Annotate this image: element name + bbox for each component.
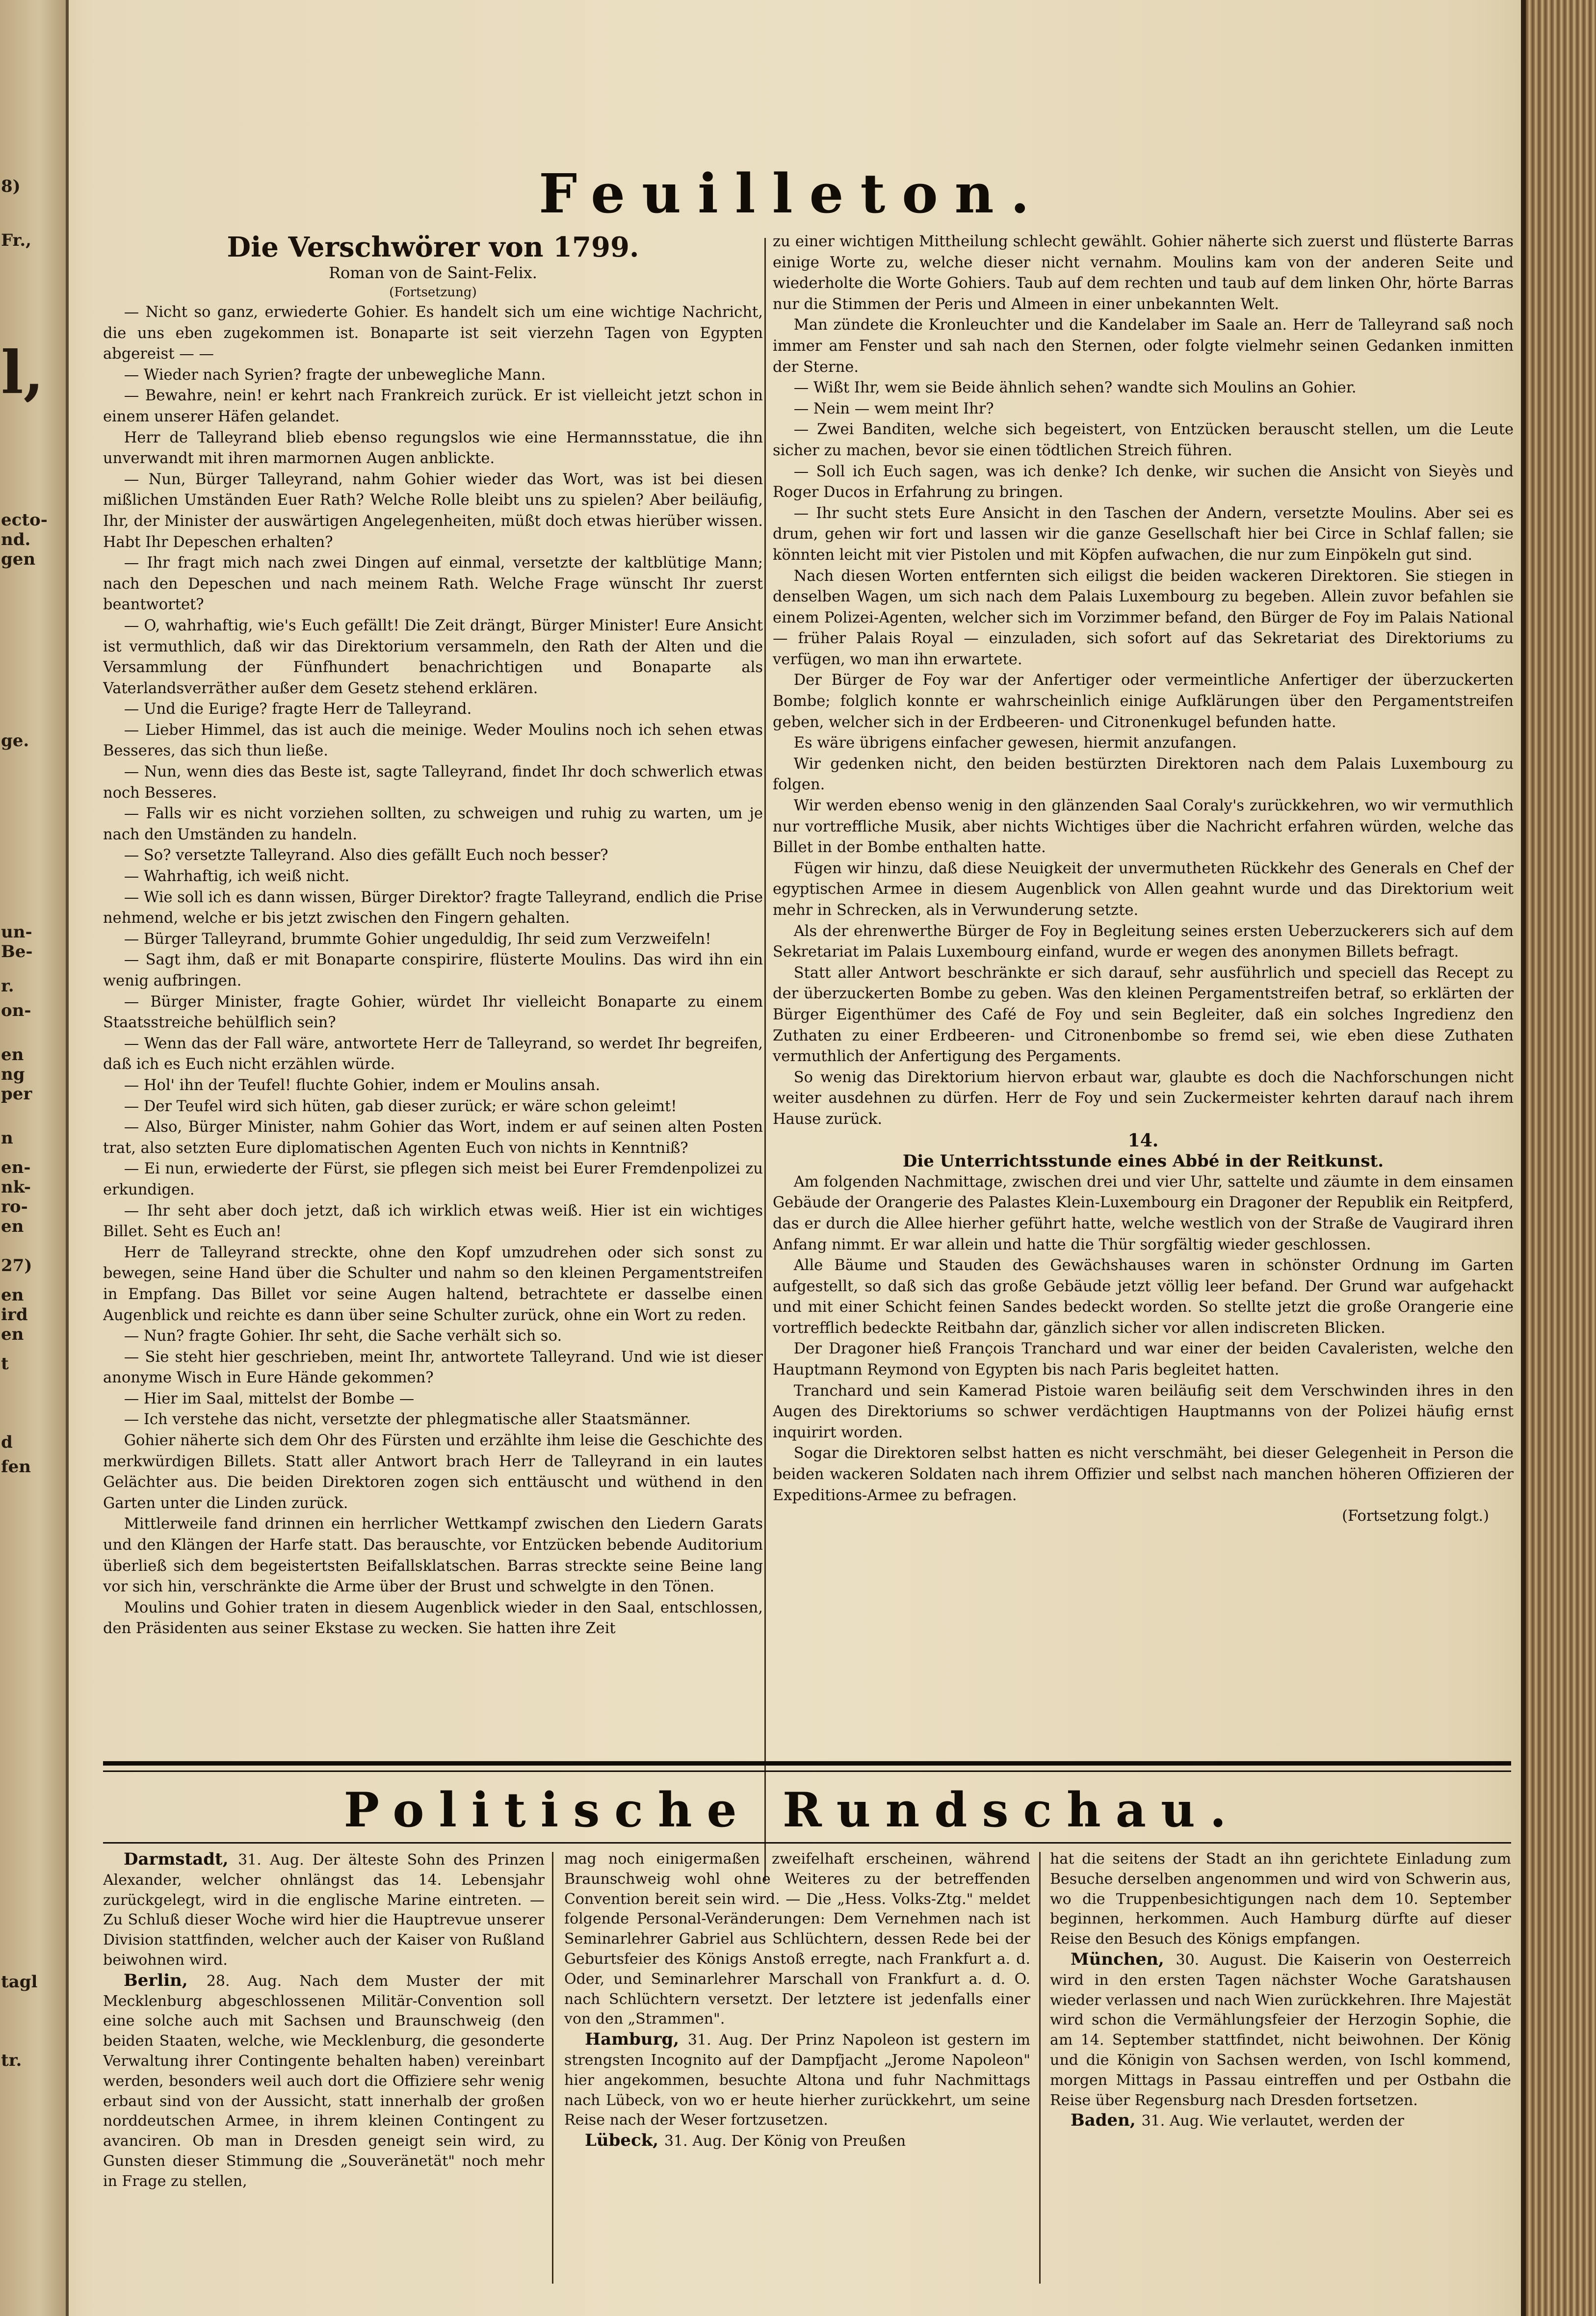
facing-page-fragment: gen <box>1 549 36 569</box>
column-divider <box>764 238 766 1881</box>
news-dateline: Hamburg, <box>585 2030 688 2050</box>
news-dateline: Darmstadt, <box>124 1849 238 1869</box>
left-page-gutter <box>0 0 69 2316</box>
news-dateline: Baden, <box>1071 2110 1142 2131</box>
chapter-paragraph: Am folgenden Nachmittage, zwischen drei und vier Uhr, sattelte und zäumte in dem einsamen Gebäude der Orangerie des Palastes Klein-Luxembourg ein Dragoner der Republik ein Reitpferd, das er durch die Allee hierher geführt hatte, welche westlich von der Straße de Vaugirard ihren Anfang nimmt. Er war allein und hatte die Thür sorgfältig wieder geschlossen. <box>773 1173 1514 1253</box>
facing-page-fragment: r. <box>1 976 14 996</box>
novel-paragraph: — Falls wir es nicht vorziehen sollten, zu schweigen und ruhig zu warten, um je nach den Umständen zu handeln. <box>103 805 763 843</box>
continuation-note: (Fortsetzung) <box>389 285 477 300</box>
facing-page-fragment: ro- <box>1 1197 28 1217</box>
facing-page-fragment: 8) <box>1 177 21 196</box>
feuilleton-column-left <box>103 232 763 1880</box>
novel-paragraph: — Und die Eurige? fragte Herr de Talleyrand. <box>124 701 472 718</box>
facing-page-fragment: 27) <box>1 1256 32 1275</box>
news-column-2 <box>564 1849 1030 2286</box>
novel-paragraph: So wenig das Direktorium hiervon erbaut war, glaubte es doch die Nachforschungen nicht weiter ausdehnen zu dürfen. Herr de Foy und sein Zuckermeister kehrten darauf nach ihrem Hause zurück. <box>773 1068 1514 1128</box>
rundschau-heading: Politische Rundschau. <box>343 1782 1241 1838</box>
novel-paragraph: — Der Teufel wird sich hüten, gab dieser zurück; er wäre schon geleimt! <box>124 1097 677 1115</box>
novel-paragraph: Als der ehrenwerthe Bürger de Foy in Begleitung seines ersten Ueberzuckerers sich auf dem Sekretariat im Palais Luxembourg einfand, wurde er wegen des anonymen Billets befragt. <box>773 922 1514 961</box>
facing-page-fragment: Fr., <box>1 231 32 250</box>
novel-paragraph: — Also, Bürger Minister, nahm Gohier das Wort, indem er auf seinen alten Posten trat, also setzten Eure diplomatischen Agenten Euch von nichts in Kenntniß? <box>103 1119 763 1157</box>
novel-paragraph: Wir gedenken nicht, den beiden bestürzten Direktoren nach dem Palais Luxembourg zu folgen. <box>773 755 1514 794</box>
novel-paragraph: — Nein — wem meint Ihr? <box>793 400 994 417</box>
news-item: Darmstadt, 31. Aug. Der älteste Sohn des Prinzen Alexander, welcher ohnlängst das 14. Lebensjahr zurückgelegt, wird in die englische Marine eintreten. — Zu Schluß dieser Woche wird hier die Hauptrevue unserer Division stattfinden, welcher auch der Kaiser von Rußland beiwohnen wird. <box>103 1849 545 1969</box>
facing-page-fragment: n <box>1 1128 13 1148</box>
chapter-paragraphs <box>773 1172 1514 1507</box>
facing-page-fragment: ird <box>1 1305 28 1325</box>
facing-page-fragment: on- <box>1 1001 31 1020</box>
chapter-title: Die Unterrichtsstunde eines Abbé in der Reitkunst. <box>902 1151 1384 1171</box>
novel-paragraph: — Nicht so ganz, erwiederte Gohier. Es handelt sich um eine wichtige Nachricht, die uns eben zugekommen ist. Bonaparte ist seit vierzehn Tagen von Egypten abgereist — — <box>103 304 763 363</box>
column-divider <box>1039 1852 1041 2284</box>
facing-page-fragment: un- <box>1 922 32 942</box>
facing-page-fragment: en- <box>1 1158 31 1177</box>
novel-paragraph: — Ihr fragt mich nach zwei Dingen auf einmal, versetzte der kaltblütige Mann; nach den Depeschen und nach meinem Rath. Welche Frage wünscht Ihr zuerst beantwortet? <box>103 554 763 614</box>
novel-paragraph: — Ei nun, erwiederte der Fürst, sie pflegen sich meist bei Eurer Fremdenpolizei zu erkundigen. <box>103 1160 763 1198</box>
novel-paragraph: — Wahrhaftig, ich weiß nicht. <box>124 868 350 885</box>
news-item: Berlin, 28. Aug. Nach dem Muster der mit Mecklenburg abgeschlossenen Militär-Convention soll eine solche auch mit Sachsen und Braunschweig (den beiden Staaten, welche, wie Mecklenburg, die gesonderte Verwaltung ihrer Contingente behalten haben) vereinbart werden, besonders weil auch dort die Offiziere sehr wenig erbaut sind von der Aussicht, statt innerhalb der großen norddeutschen Armee, in ihrem kleinen Contingent zu avanciren. Ob man in Dresden geneigt sein wird, zu Gunsten dieser Stimmung die „Souveränetät" noch mehr in Frage zu stellen, <box>103 1970 545 2190</box>
novel-paragraph: Der Bürger de Foy war der Anfertiger oder vermeintliche Anfertiger der überzuckerten Bombe; folglich konnte er wahrscheinlich einige Aufklärungen über den Pergamentstreifen geben, welcher sich in der Erdbeeren- und Citronenkugel befunden hatte. <box>773 672 1514 731</box>
news-dateline: München, <box>1071 1949 1176 1969</box>
novel-paragraph: Herr de Talleyrand blieb ebenso regungslos wie eine Hermannsstatue, die ihn unverwandt mit ihren marmornen Augen anblickte. <box>103 429 763 468</box>
novel-paragraph: — O, wahrhaftig, wie's Euch gefällt! Die Zeit drängt, Bürger Minister! Eure Ansicht ist vermuthlich, daß wir das Direktorium versammeln, den Rath der Alten und die Versammlung der Fünfhundert benachrichtigen und Bonaparte als Vaterlandsverräther außer dem Gesetz stehend erklären. <box>103 617 763 697</box>
news-column-1 <box>103 1849 545 2286</box>
novel-paragraph: — Sagt ihm, daß er mit Bonaparte conspirire, flüsterte Moulins. Das wird ihn ein wenig aufbringen. <box>103 951 763 989</box>
facing-page-fragment: ng <box>1 1065 25 1084</box>
facing-page-fragment: tagl <box>1 1972 38 1992</box>
news-item: mag noch einigermaßen zweifelhaft erscheinen, während Braunschweig wohl ohne Weiteres zu der betreffenden Convention bereit sein wird. — Die „Hess. Volks-Ztg." meldet folgende Personal-Veränderungen: Dem Vernehmen nach ist Seminarlehrer Gabriel aus Schlüchtern, dessen Rede bei der Geburtsfeier des Königs Anstoß erregte, nach Frankfurt a. d. Oder, und Seminarlehrer Marschall von Frankfurt a. d. O. nach Schlüchtern versetzt. Der letztere ist jedenfalls einer von den „Strammen". <box>564 1850 1030 2028</box>
novel-paragraph: — Zwei Banditen, welche sich begeistert, von Entzücken berauscht stellen, um die Leute sicher zu machen, bevor sie einen tödtlichen Streich führen. <box>773 421 1514 459</box>
facing-page-fragment: d <box>1 1432 13 1452</box>
news-dateline: Lübeck, <box>585 2131 664 2151</box>
novel-paragraph: — Wenn das der Fall wäre, antwortete Herr de Talleyrand, so werdet Ihr begreifen, daß ich es Euch nicht erzählen würde. <box>103 1035 763 1073</box>
novel-paragraph: Gohier näherte sich dem Ohr des Fürsten und erzählte ihm leise die Geschichte des merkwürdigen Billets. Statt aller Antwort brach Herr de Talleyrand in ein lautes Gelächter aus. Die beiden Direktoren zogen sich enttäuscht und wüthend in den Garten unter die Linden zurück. <box>103 1432 763 1512</box>
novel-paragraph: — Sie steht hier geschrieben, meint Ihr, antwortete Talleyrand. Und wie ist dieser anonyme Wisch in Eure Hände gekommen? <box>103 1348 763 1387</box>
novel-paragraph: — Nun? fragte Gohier. Ihr seht, die Sache verhält sich so. <box>124 1327 562 1345</box>
novel-paragraph: Mittlerweile fand drinnen ein herrlicher Wettkampf zwischen den Liedern Garats und den Klängen der Harfe statt. Das berauschte, vor Entzücken bebende Auditorium überließ sich dem begeistertsten Beifallsklatschen. Barras streckte seine Beine lang vor sich hin, verschränkte die Arme über der Brust und schwelgte in den Tönen. <box>103 1515 763 1596</box>
novel-paragraph: Moulins und Gohier traten in diesem Augenblick wieder in den Saal, entschlossen, den Präsidenten aus seiner Ekstase zu wecken. Sie hatten ihre Zeit <box>103 1599 763 1638</box>
novel-paragraph: — Bewahre, nein! er kehrt nach Frankreich zurück. Er ist vielleicht jetzt schon in einem unserer Häfen gelandet. <box>103 387 763 425</box>
novel-paragraph: — Ich verstehe das nicht, versetzte der phlegmatische aller Staatsmänner. <box>124 1411 691 1429</box>
facing-page-fragment: nd. <box>1 530 31 549</box>
to-be-continued: (Fortsetzung folgt.) <box>1342 1508 1489 1525</box>
heading-rule <box>103 1842 1511 1844</box>
feuilleton-column-right <box>773 232 1514 1880</box>
facing-page-fragment: per <box>1 1084 32 1104</box>
facing-page-fragment: ecto- <box>1 510 48 530</box>
left-paragraphs <box>103 302 763 1639</box>
novel-paragraph: — Lieber Himmel, das ist auch die meinige. Weder Moulins noch ich sehen etwas Besseres, das sich thun ließe. <box>103 721 763 760</box>
chapter-paragraph: Alle Bäume und Stauden des Gewächshauses waren in schönster Ordnung im Garten aufgestellt, so daß sich das große Gebäude jetzt völlig leer befand. Der Grund war aufgehackt und mit einer Schicht feinen Sandes bedeckt worden. So stellte jetzt die große Orangerie eine vortrefflich bedeckte Reitbahn dar, gänzlich sicher vor allen indiscreten Blicken. <box>773 1257 1514 1337</box>
section-divider <box>103 1761 1511 1772</box>
novel-paragraph: — Nun, Bürger Talleyrand, nahm Gohier wieder das Wort, was ist bei diesen mißlichen Umständen Euer Rath? Welche Rolle bleibt uns zu spielen? Aber beiläufig, Ihr, der Minister der auswärtigen Angelegenheiten, müßt doch etwas hierüber wissen. Habt Ihr Depeschen erhalten? <box>103 470 763 551</box>
facing-page-fragment: tr. <box>1 2051 22 2070</box>
facing-page-fragment: en <box>1 1217 24 1236</box>
news-item: Lübeck, 31. Aug. Der König von Preußen <box>585 2131 906 2151</box>
novel-title: Die Verschwörer von 1799. <box>227 232 639 263</box>
facing-page-fragment: fen <box>1 1457 31 1477</box>
facing-page-fragment: en <box>1 1325 24 1344</box>
news-item: hat die seitens der Stadt an ihn gerichtete Einladung zum Besuche derselben angenommen und wird von Schwerin aus, wo die Truppenbesichtigungen nach dem 10. September beginnen, herkommen. Auch Hamburg dürfte auf dieser Reise den Besuch des Königs empfangen. <box>1050 1850 1511 1948</box>
novel-author: Roman von de Saint-Felix. <box>329 263 537 282</box>
news-dateline: Berlin, <box>124 1970 207 1990</box>
chapter-number: 14. <box>1127 1130 1159 1151</box>
chapter-paragraph: Der Dragoner hieß François Tranchard und war einer der beiden Cavaleristen, welche den Hauptmann Reymond von Egypten bis nach Paris begleitet hatten. <box>773 1340 1514 1379</box>
novel-paragraph: — Bürger Talleyrand, brummte Gohier ungeduldig, Ihr seid zum Verzweifeln! <box>124 930 711 948</box>
news-column-3 <box>1050 1849 1511 2286</box>
novel-paragraph: — Bürger Minister, fragte Gohier, würdet Ihr vielleicht Bonaparte zu einem Staatsstreiche behülflich sein? <box>103 993 763 1032</box>
news-item: Baden, 31. Aug. Wie verlautet, werden der <box>1071 2110 1404 2131</box>
book-binding-edge <box>1521 0 1596 2316</box>
novel-paragraph: — Nun, wenn dies das Beste ist, sagte Talleyrand, findet Ihr doch schwerlich etwas noch Besseres. <box>103 763 763 802</box>
novel-paragraph: — So? versetzte Talleyrand. Also dies gefällt Euch noch besser? <box>124 847 608 864</box>
novel-paragraph: — Wißt Ihr, wem sie Beide ähnlich sehen? wandte sich Moulins an Gohier. <box>793 379 1357 397</box>
facing-page-fragment: ge. <box>1 731 29 751</box>
novel-paragraph: — Wie soll ich es dann wissen, Bürger Direktor? fragte Talleyrand, endlich die Prise nehmend, welche er bis jetzt zwischen den Fingern gehalten. <box>103 888 763 927</box>
newspaper-page <box>74 123 1514 2291</box>
novel-paragraph: zu einer wichtigen Mittheilung schlecht gewählt. Gohier näherte sich zuerst und flüsterte Barras einige Worte zu, welche dieser nicht vernahm. Moulins kam von der anderen Seite und wiederholte die Worte Gohiers. Taub auf dem rechten und taub auf dem linken Ohr, hörte Barras nur die Stimmen der Peris und Almeen in einer unbekannten Welt. <box>773 233 1514 313</box>
novel-paragraph: Nach diesen Worten entfernten sich eiligst die beiden wackeren Direktoren. Sie stiegen in denselben Wagen, um sich nach dem Palais Luxembourg zu begeben. Allein zuvor befahlen sie einem Polizei-Agenten, welcher sich im Vorzimmer befand, den Bürger de Foy im Palais National — früher Palais Royal — einzuladen, sich sofort auf das Sekretariat des Direktoriums zu verfügen, wo man ihn erwartete. <box>773 567 1514 668</box>
facing-page-fragment: en <box>1 1285 24 1305</box>
novel-paragraph: Man zündete die Kronleuchter und die Kandelaber im Saale an. Herr de Talleyrand saß noch immer am Fenster und sah nach den Sternen, oder folgte vielmehr seinen Gedanken inmitten der Sterne. <box>773 316 1514 376</box>
feuilleton-heading: Feuilleton. <box>539 162 1046 225</box>
novel-paragraph: — Ihr sucht stets Eure Ansicht in den Taschen der Andern, versetzte Moulins. Aber sei es drum, gehen wir fort und lassen wir die ganze Gesellschaft hier bei Circe in Schlaf fallen; sie könnten leicht mit vier Pistolen und mit Köpfen aufwachen, die nur zum Einpökeln gut sind. <box>773 504 1514 564</box>
novel-paragraph: — Soll ich Euch sagen, was ich denke? Ich denke, wir suchen die Ansicht von Sieyès und Roger Ducos in Erfahrung zu bringen. <box>773 463 1514 501</box>
chapter-paragraph: Tranchard und sein Kamerad Pistoie waren beiläufig seit dem Verschwinden ihres in den Augen des Direktoriums so schwer verdächtigen Hauptmanns von der Polizei häufig ernst inquirirt worden. <box>773 1382 1514 1441</box>
news-item: München, 30. August. Die Kaiserin von Oesterreich wird in den ersten Tagen nächster Woche Garatshausen wieder verlassen und nach Wien zurückkehren. Ihre Majestät wird schon die Vermählungsfeier der Herzogin Sophie, die am 14. September stattfindet, nicht beiwohnen. Der König und die Königin von Sachsen werden, von Ischl kommend, morgen Mittags in Passau eintreffen und per Ostbahn die Reise über Regensburg nach Dresden fortsetzen. <box>1050 1949 1511 2109</box>
novel-paragraph: Fügen wir hinzu, daß diese Neuigkeit der unvermutheten Rückkehr des Generals en Chef der egyptischen Armee in diesem Augenblick von Allen geahnt wurde und das Direktorium weit mehr in Schrecken, als in Verwunderung setzte. <box>773 859 1514 919</box>
column-divider <box>552 1852 553 2284</box>
novel-paragraph: Herr de Talleyrand streckte, ohne den Kopf umzudrehen oder sich sonst zu bewegen, seine Hand über die Schulter und nahm so den kleinen Pergamentstreifen in Empfang. Das Billet vor seine Augen haltend, betrachtete er dasselbe einen Augenblick und reichte es dann über seine Schulter zurück, ohne ein Wort zu reden. <box>103 1244 763 1324</box>
novel-paragraph: — Hier im Saal, mittelst der Bombe — <box>124 1390 415 1407</box>
novel-paragraph: — Hol' ihn der Teufel! fluchte Gohier, indem er Moulins ansah. <box>124 1076 601 1094</box>
facing-page-fragment: nk- <box>1 1177 31 1197</box>
news-item: Hamburg, 31. Aug. Der Prinz Napoleon ist gestern im strengsten Incognito auf der Dampfjacht „Jerome Napoleon" hier angekommen, besuchte Altona und fuhr Nachmittags nach Lübeck, von wo er heute hierher zurückkehrt, um seine Reise nach der Weser fortzusetzen. <box>564 2030 1030 2129</box>
novel-paragraph: Wir werden ebenso wenig in den glänzenden Saal Coraly's zurückkehren, wo wir vermuthlich nur vortreffliche Musik, aber nichts Wichtiges über die Nachricht erfahren würden, welche das Billet in der Bombe enthalten hatte. <box>773 797 1514 857</box>
novel-paragraph: — Wieder nach Syrien? fragte der unbewegliche Mann. <box>124 366 546 384</box>
novel-paragraph: Es wäre übrigens einfacher gewesen, hiermit anzufangen. <box>793 734 1237 752</box>
chapter-paragraph: Sogar die Direktoren selbst hatten es nicht verschmäht, bei dieser Gelegenheit in Person die beiden wackeren Soldaten nach ihrem Offizier und selbst nach manchen höheren Offizieren der Expeditions-Armee zu befragen. <box>773 1445 1514 1504</box>
facing-page-fragment: l, <box>1 343 44 402</box>
novel-paragraph: Statt aller Antwort beschränkte er sich darauf, sehr ausführlich und speciell das Recept zu der überzuckerten Bombe zu geben. Was den kleinen Pergamentstreifen betraf, so erklärten der Bürger Eigenthümer des Café de Foy und sein Begleiter, daß ein solches Ingredienz den Zuthaten zu einer Erdbeeren- und Citronenbombe so fremd sei, wie eben diese Zuthaten vermuthlich der Anfertigung des Pergaments. <box>773 964 1514 1066</box>
facing-page-fragment: en <box>1 1045 24 1065</box>
facing-page-fragment: t <box>1 1354 9 1374</box>
right-paragraphs <box>773 232 1514 1130</box>
facing-page-fragment: Be- <box>1 942 33 962</box>
novel-paragraph: — Ihr seht aber doch jetzt, daß ich wirklich etwas weiß. Hier ist ein wichtiges Billet. Seht es Euch an! <box>103 1202 763 1241</box>
